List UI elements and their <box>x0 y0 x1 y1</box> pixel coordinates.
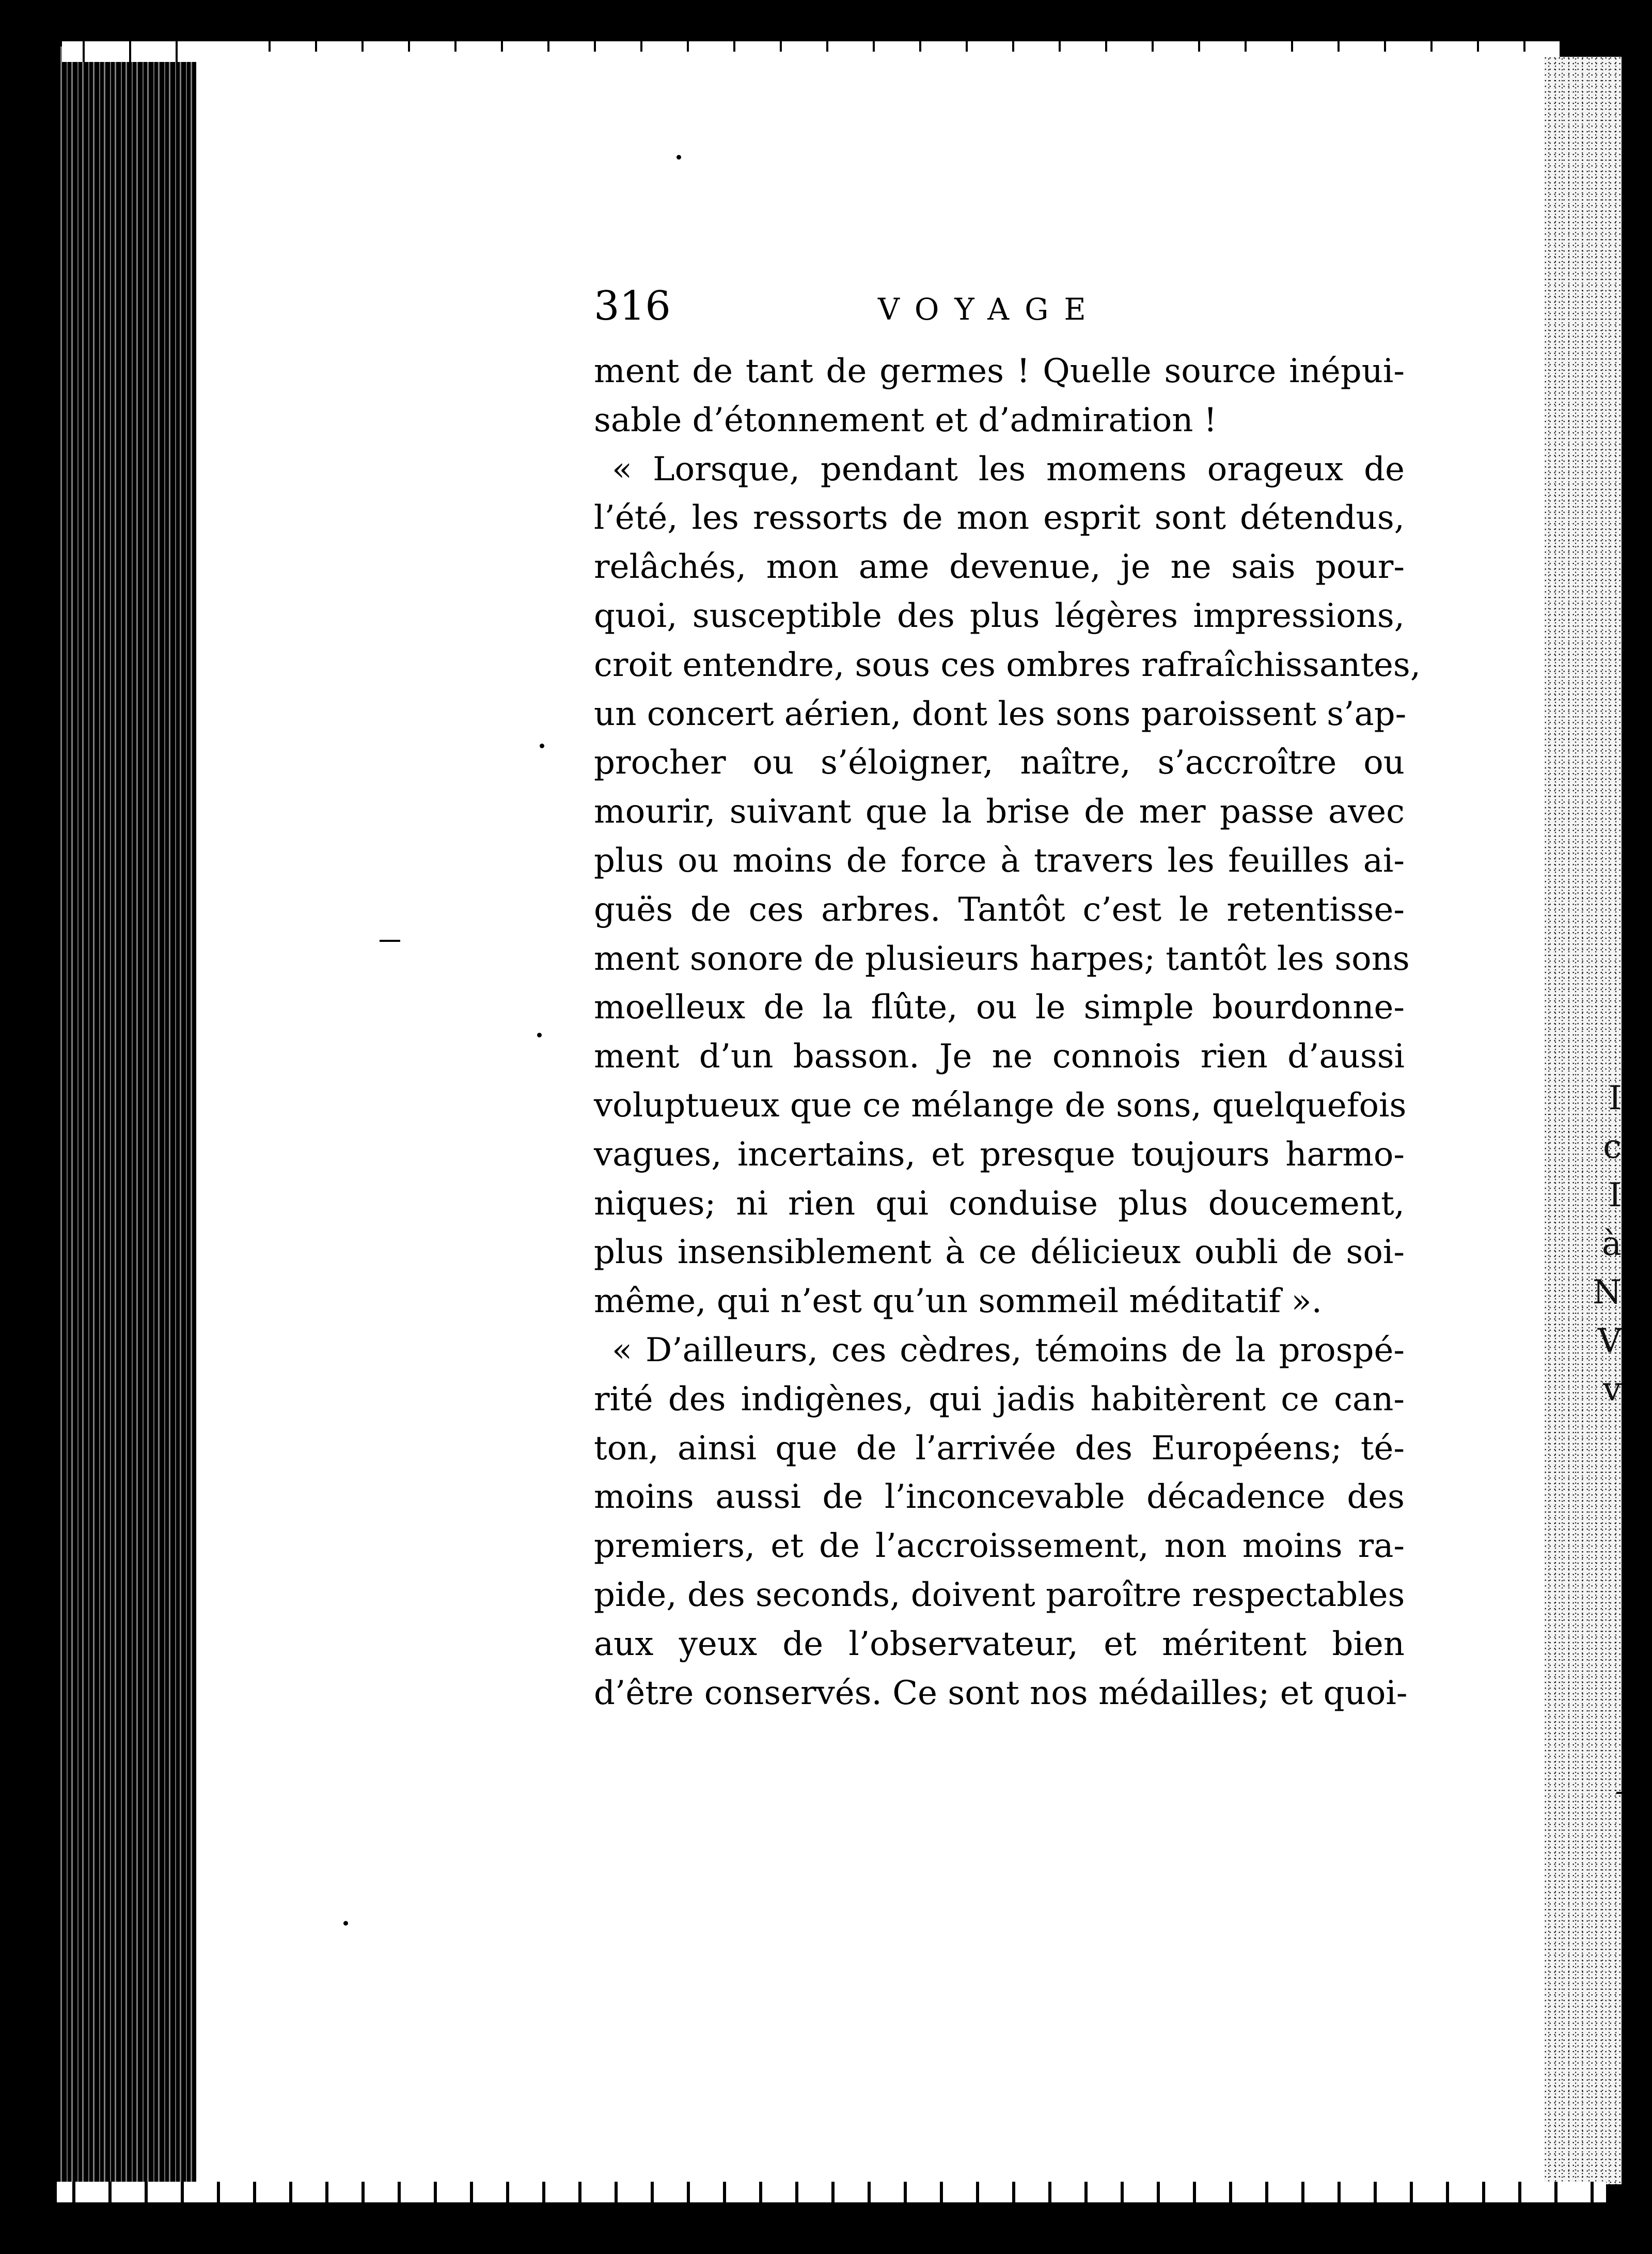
page-gutter <box>196 41 227 2195</box>
text-line: ton, ainsi que de l’arrivée des Européens; té- <box>594 1429 1405 1468</box>
text-line: guës de ces arbres. Tantôt c’est le retentisse- <box>594 890 1405 929</box>
page-bottom-edge <box>57 2182 1606 2202</box>
text-line: relâchés, mon ame devenue, je ne sais pour- <box>594 548 1405 587</box>
speck-mark <box>343 1921 348 1926</box>
text-line: un concert aérien, dont les sons paroissent s’ap- <box>594 695 1407 733</box>
text-line: ment de tant de germes ! Quelle source inépui- <box>594 352 1405 390</box>
facing-fragment: N <box>1593 1273 1622 1312</box>
text-line: procher ou s’éloigner, naître, s’accroître ou <box>594 744 1405 782</box>
text-line: niques; ni rien qui conduise plus doucement, <box>594 1184 1405 1223</box>
running-title: VOYAGE <box>878 292 1102 327</box>
text-line: vagues, incertains, et presque toujours harmo- <box>594 1135 1405 1174</box>
text-line: croit entendre, sous ces ombres rafraîchissantes, <box>594 645 1421 684</box>
running-head <box>594 283 1498 340</box>
text-line: quoi, susceptible des plus légères impressions, <box>594 596 1405 635</box>
speck-mark <box>1616 1792 1632 1794</box>
facing-fragment: à <box>1601 1225 1622 1263</box>
text-line: « D’ailleurs, ces cèdres, témoins de la prospé- <box>612 1331 1405 1369</box>
speck-mark <box>676 155 681 160</box>
text-line: « Lorsque, pendant les momens orageux de <box>612 450 1405 488</box>
body-text <box>594 347 1421 1717</box>
text-line: pide, des seconds, doivent paroître respectables <box>594 1575 1405 1614</box>
text-line: ment sonore de plusieurs harpes; tantôt les sons <box>594 939 1410 978</box>
text-line: ment d’un basson. Je ne connois rien d’aussi <box>594 1037 1405 1076</box>
text-line: l’été, les ressorts de mon esprit sont détendus, <box>594 499 1405 538</box>
speck-mark <box>537 1033 542 1037</box>
text-line: premiers, et de l’accroissement, non moins ra- <box>594 1527 1405 1566</box>
text-line: moins aussi de l’inconcevable décadence des <box>594 1478 1405 1517</box>
text-line: rité des indigènes, qui jadis habitèrent ce can- <box>594 1380 1405 1418</box>
scan-border-right <box>1622 52 1652 2202</box>
text-line: même, qui n’est qu’un sommeil méditatif ». <box>594 1282 1322 1321</box>
text-line: aux yeux de l’observateur, et méritent bien <box>594 1625 1405 1663</box>
text-line: voluptueux que ce mélange de sons, quelquefois <box>594 1086 1407 1125</box>
facing-fragment: I <box>1608 1176 1622 1215</box>
facing-fragment: v <box>1602 1370 1622 1409</box>
text-line: plus ou moins de force à travers les feuilles ai- <box>594 841 1405 880</box>
text-line: plus insensiblement à ce délicieux oubli de soi- <box>594 1233 1405 1272</box>
facing-fragment: V <box>1597 1322 1622 1360</box>
text-line: mourir, suivant que la brise de mer passe avec <box>594 793 1405 831</box>
text-line: d’être conservés. Ce sont nos médailles; et quoi- <box>594 1674 1408 1712</box>
text-line: sable d’étonnement et d’admiration ! <box>594 401 1217 439</box>
facing-fragment: I <box>1608 1079 1622 1117</box>
text-line: moelleux de la flûte, ou le simple bourdonne- <box>594 988 1405 1027</box>
speck-mark <box>380 940 400 942</box>
facing-page-fragments <box>1549 1074 1622 1414</box>
facing-fragment: c <box>1603 1128 1622 1166</box>
speck-mark <box>540 744 544 748</box>
page-number: 316 <box>594 283 671 329</box>
